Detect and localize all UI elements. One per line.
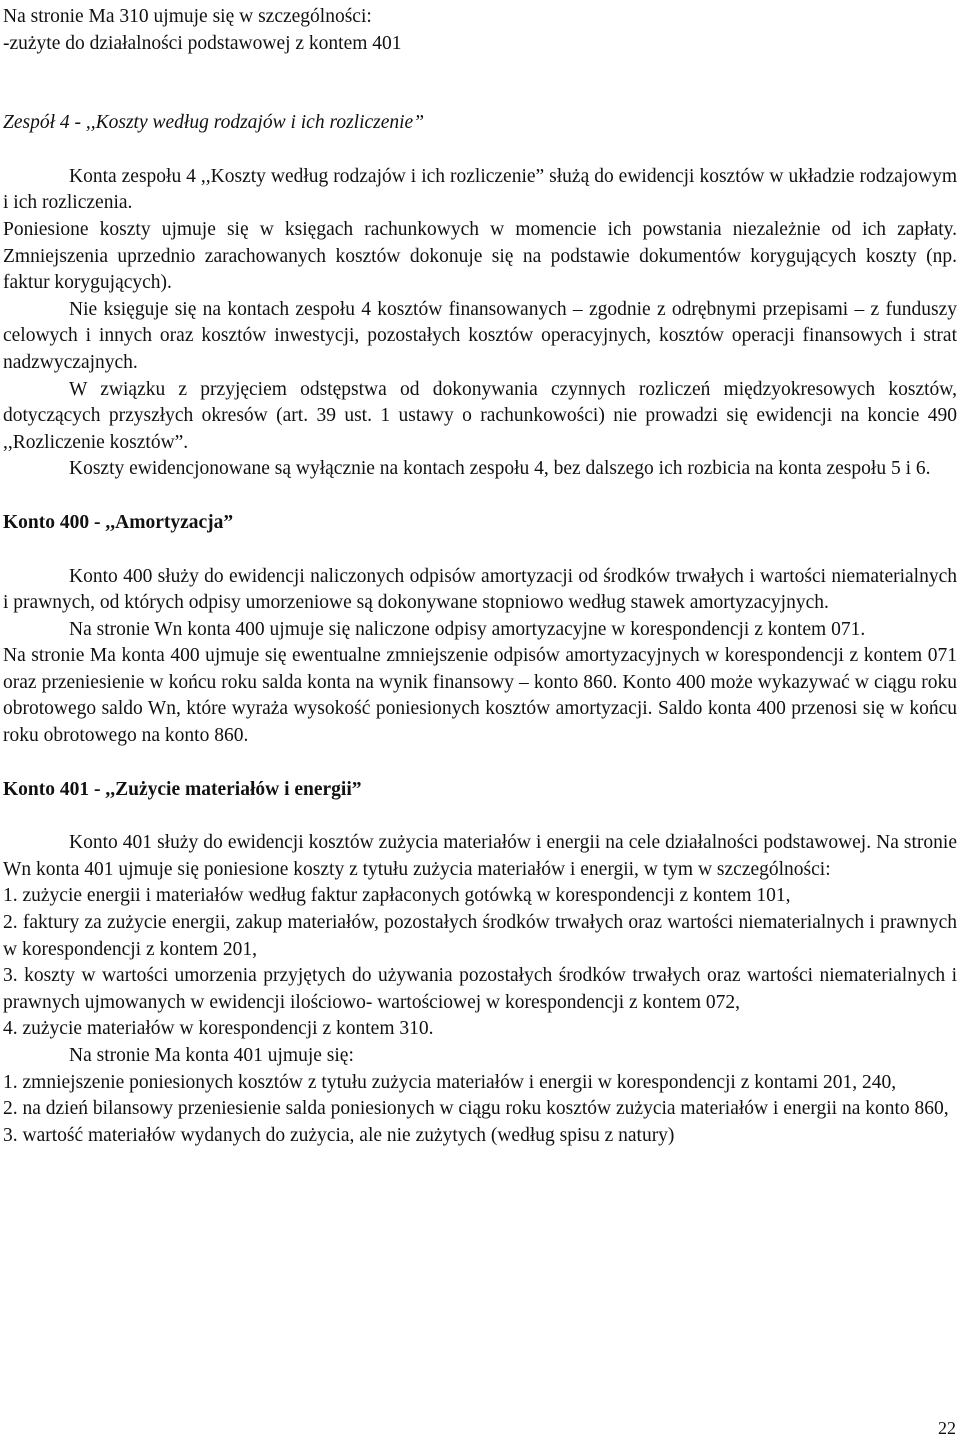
konto-401-ma-item: 2. na dzień bilansowy przeniesienie salda poniesionych w ciągu roku kosztów zużycia materiałów i energii na konto 860, [3, 1098, 949, 1120]
spacer [3, 750, 957, 777]
spacer [3, 137, 957, 164]
section-4-heading: Zespół 4 - ,,Koszty według rodzajów i ich rozliczenie” [3, 112, 425, 134]
document-page [3, 4, 957, 1149]
konto-401-wn-item: 2. faktury za zużycie energii, zakup materiałów, pozostałych środków trwałych oraz wartości niematerialnych i prawnych w korespondencji z kontem 201, [3, 912, 957, 960]
konto-401-wn-item: 3. koszty w wartości umorzenia przyjętych do używania pozostałych środków trwałych oraz wartości niematerialnych i prawnych ujmowanych w ewidencji ilościowo- wartościowej w korespondencji z kontem 072, [3, 965, 957, 1013]
intro-line-1: Na stronie Ma 310 ujmuje się w szczególności: [3, 6, 372, 27]
konto-400-paragraph: Konto 400 służy do ewidencji naliczonych odpisów amortyzacji od środków trwałych i wartości niematerialnych i prawnych, od których odpisy umorzeniowe są dokonywane stopniowo według stawek amortyzacyjnych. [3, 565, 957, 614]
spacer [3, 57, 957, 110]
konto-401-intro: Konto 401 służy do ewidencji kosztów zużycia materiałów i energii na cele działalności podstawowej. Na stronie Wn konta 401 ujmuje się poniesione koszty z tytułu zużycia materiałów i energii, w tym w szczególności: [3, 832, 957, 880]
konto-400-heading: Konto 400 - ,,Amortyzacja” [3, 511, 234, 533]
spacer [3, 483, 957, 510]
konto-401-ma-item: 1. zmniejszenie poniesionych kosztów z tytułu zużycia materiałów i energii w korespondencji z kontami 201, 240, [3, 1071, 897, 1093]
section-4-paragraph: Koszty ewidencjonowane są wyłącznie na kontach zespołu 4, bez dalszego ich rozbicia na konta zespołu 5 i 6. [69, 458, 931, 480]
page-number: 22 [938, 1418, 956, 1438]
konto-401-ma-item: 3. wartość materiałów wydanych do zużycia, ale nie zużytych (według spisu z natury) [3, 1124, 675, 1146]
section-4-paragraph: W związku z przyjęciem odstępstwa od dokonywania czynnych rozliczeń międzyokresowych kosztów, dotyczących przyszłych okresów (art. 39 ust. 1 ustawy o rachunkowości) nie prowadzi się ewidencji na koncie 490 ,,Rozliczenie kosztów”. [3, 378, 957, 453]
spacer [3, 537, 957, 564]
konto-401-ma-intro: Na stronie Ma konta 401 ujmuje się: [69, 1045, 354, 1066]
section-4-paragraph: Poniesione koszty ujmuje się w księgach rachunkowych w momencie ich powstania niezależnie od ich zapłaty. Zmniejszenia uprzednio zarachowanych kosztów dokonuje się na podstawie dokumentów korygujących koszty (np. faktur korygujących). [3, 218, 957, 294]
konto-400-paragraph: Na stronie Ma konta 400 ujmuje się ewentualne zmniejszenie odpisów amortyzacyjnych w korespondencji z kontem 071 oraz przeniesienie w końcu roku salda konta na wynik finansowy – konto 860. Konto 400 może wykazywać w ciągu roku obrotowego saldo Wn, które wyraża wysokość poniesionych kosztów amortyzacji. Saldo konta 400 przenosi się w końcu roku obrotowego na konto 860. [3, 645, 957, 747]
konto-400-paragraph: Na stronie Wn konta 400 ujmuje się naliczone odpisy amortyzacyjne w korespondencji z kontem 071. [69, 618, 866, 640]
spacer [3, 803, 957, 830]
konto-401-heading: Konto 401 - ,,Zużycie materiałów i energii” [3, 778, 362, 800]
konto-401-wn-item: 1. zużycie energii i materiałów według faktur zapłaconych gotówką w korespondencji z kontem 101, [3, 885, 791, 907]
section-4-paragraph: Nie księguje się na kontach zespołu 4 kosztów finansowanych – zgodnie z odrębnymi przepisami – z funduszy celowych i innych oraz kosztów inwestycji, pozostałych kosztów operacyjnych, kosztów operacji finansowych i strat nadzwyczajnych. [3, 298, 957, 373]
konto-401-wn-item: 4. zużycie materiałów w korespondencji z kontem 310. [3, 1018, 434, 1040]
section-4-paragraph: Konta zespołu 4 ,,Koszty według rodzajów i ich rozliczenie” służą do ewidencji kosztów w układzie rodzajowym i ich rozliczenia. [3, 165, 957, 214]
intro-line-2: -zużyte do działalności podstawowej z kontem 401 [3, 32, 402, 54]
